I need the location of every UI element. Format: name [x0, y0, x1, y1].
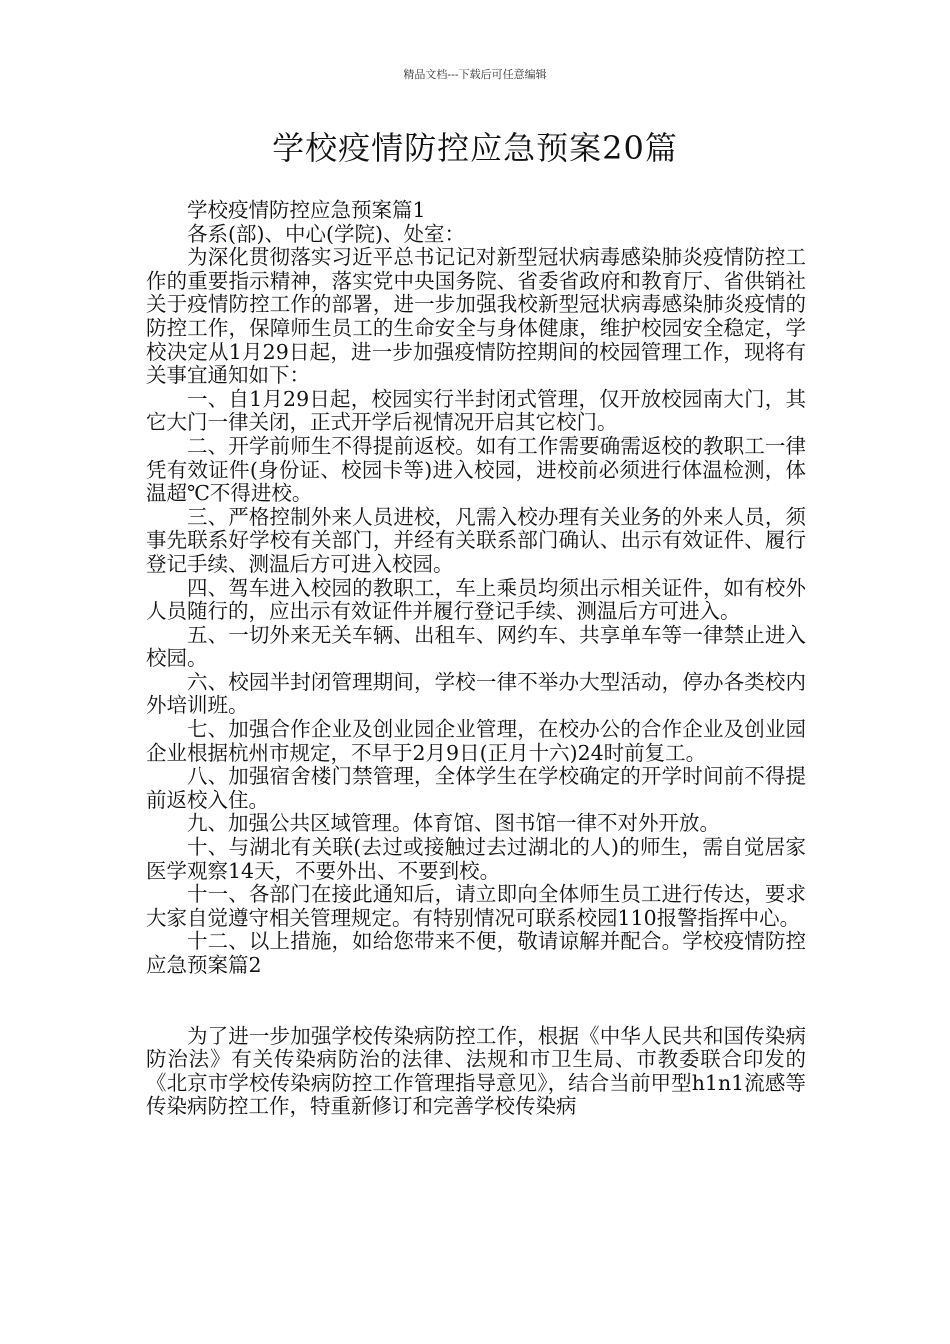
body-paragraph: 三、严格控制外来人员进校，凡需入校办理有关业务的外来人员，须事先联系好学校有关部门，并经有关联系部门确认、出示有效证件、履行登记手续、测温后方可进入校园。	[146, 504, 806, 576]
body-paragraph: 一、自1月29日起，校园实行半封闭式管理，仅开放校园南大门，其它大门一律关闭，正式开学后视情况开启其它校门。	[146, 386, 806, 435]
body-paragraph: 六、校园半封闭管理期间，学校一律不举办大型活动，停办各类校内外培训班。	[146, 669, 806, 718]
body-paragraph: 十二、以上措施，如给您带来不便，敬请谅解并配合。学校疫情防控应急预案篇2	[146, 929, 806, 977]
body-paragraph: 十一、各部门在接此通知后，请立即向全体师生员工进行传达，要求大家自觉遵守相关管理规定。有特别情况可联系校园110报警指挥中心。	[146, 882, 806, 930]
body-paragraph: 为了进一步加强学校传染病防控工作，根据《中华人民共和国传染病防治法》有关传染病防治的法律、法规和市卫生局、市教委联合印发的《北京市学校传染病防控工作管理指导意见》，结合当前甲型h1n1流感等传染病防控工作，特重新修订和完善学校传染病	[146, 1023, 806, 1119]
body-paragraph: 七、加强合作企业及创业园企业管理，在校办公的合作企业及创业园企业根据杭州市规定，不早于2月9日(正月十六)24时前复工。	[146, 717, 806, 765]
body-paragraph: 为深化贯彻落实习近平总书记记对新型冠状病毒感染肺炎疫情防控工作的重要指示精神，落实党中央国务院、省委省政府和教育厅、省供销社关于疫情防控工作的部署，进一步加强我校新型冠状病毒感染肺炎疫情的防控工作，保障师生员工的生命安全与身体健康，维护校园安全稳定，学校决定从1月29日起，进一步加强疫情防控期间的校园管理工作，现将有关事宜通知如下：	[146, 245, 806, 388]
body-paragraph: 十、与湖北有关联(去过或接触过去过湖北的人)的师生，需自觉居家医学观察14天，不要外出、不要到校。	[146, 835, 806, 883]
document-body	[146, 199, 806, 1119]
body-paragraph: 九、加强公共区域管理。体育馆、图书馆一律不对外开放。	[187, 811, 720, 836]
body-paragraph: 八、加强宿舍楼门禁管理，全体学生在学校确定的开学时间前不得提前返校入住。	[146, 764, 806, 812]
body-paragraph: 二、开学前师生不得提前返校。如有工作需要确需返校的教职工一律凭有效证件(身份证、校园卡等)进入校园，进校前必须进行体温检测，体温超℃不得进校。	[146, 433, 806, 506]
salutation: 各系(部)、中心(学院)、处室：	[187, 221, 465, 246]
body-paragraph: 五、一切外来无关车辆、出租车、网约车、共享单车等一律禁止进入校园。	[146, 622, 806, 671]
body-paragraph: 四、驾车进入校园的教职工，车上乘员均须出示相关证件，如有校外人员随行的，应出示有效证件并履行登记手续、测温后方可进入。	[146, 575, 806, 624]
page-header-watermark: 精品文档---下载后可任意编辑	[403, 68, 547, 81]
document-title: 学校疫情防控应急预案20篇	[272, 129, 678, 167]
section-heading-1: 学校疫情防控应急预案篇1	[187, 198, 426, 222]
